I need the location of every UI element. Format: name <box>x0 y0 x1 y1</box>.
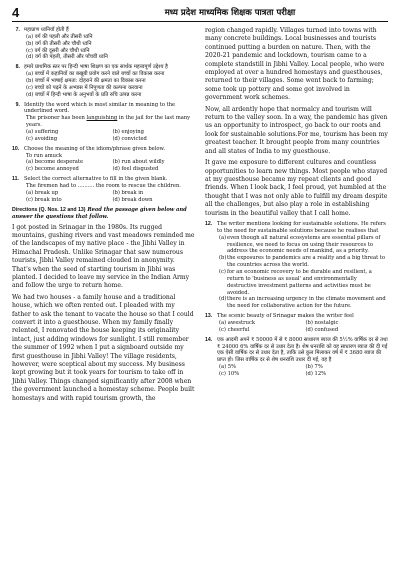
option-d: (d) there is an increasing urgency in the climate movement and the need for collaborative action for the future. <box>219 296 386 310</box>
option-a: (a) बच्चों में कहानियों का बखूबी प्रयोग करने वाले बच्चों का विकास करना <box>26 71 165 78</box>
question-number: 8. <box>15 64 20 71</box>
options-grid <box>12 159 195 173</box>
options-grid <box>12 190 195 204</box>
option-b: (b) nostalgic <box>305 319 339 326</box>
passage-paragraph: region changed rapidly. Villages turned into towns with many concrete buildings. Local businesses and tourists continued putting a burden on nature. Then, with the 2020-21 pandemic and lockdown, tourism came to a complete standstill in Jibhi Valley. Local people, who were employed at over a hundred homestays and guesthouses, returned to their villages. Some went back to farming; some took up pottery and some got involved in government work schemes. <box>205 27 385 102</box>
option-b: (b) वर्ग की तीसरी और चौथी ध्वनि <box>26 40 92 47</box>
question-number: 7. <box>15 27 20 33</box>
question-text: Choose the meaning of the idiom/phrase given below. <box>24 145 165 152</box>
option-d: (d) feel disgusted <box>112 166 159 173</box>
option-b: (b) 7% <box>305 364 323 371</box>
options-grid <box>205 364 388 378</box>
option-d: (d) 12% <box>305 370 327 377</box>
question-10 <box>12 146 195 173</box>
option-a: (a) suffering <box>26 129 59 136</box>
idiom-phrase: To run amuck <box>26 152 63 159</box>
question-11 <box>12 176 195 203</box>
option-c: (c) for an economic recovery to be durable and resilient, a return to 'business as usual' and environmentally destructive investment patterns and activities must be avoided. <box>219 268 372 296</box>
directions <box>12 207 195 221</box>
page-header <box>12 4 388 22</box>
passage-left <box>12 224 195 404</box>
option-a: (a) even though all natural ecosystems are essential pillars of resilience, we need to focus on using their resources to address the economic needs of mankind, as a priority. <box>219 234 381 255</box>
passage-paragraph: Now, all ardently hope that normalcy and tourism will return to the valley soon. In a way, the pandemic has given us an opportunity to introspect, go back to our roots and look for sustainable solutions.For me, tourism has been my greatest teacher. It brought people from many countries and all states of India to my guesthouse. <box>205 105 388 155</box>
directions-text: Read the passage given below and answer the questions that follow. <box>12 206 187 220</box>
option-b: (b) enjoying <box>112 129 144 136</box>
option-c: (c) become annoyed <box>26 166 79 173</box>
question-text: Identify the word which is most similar in meaning to the underlined word. <box>24 101 176 115</box>
question-number: 14. <box>205 336 213 343</box>
option-a: (a) become desperate <box>26 159 84 166</box>
options-grid <box>12 129 195 143</box>
question-sentence: The prisoner has been languishing in the jail for the last many years. <box>26 115 191 129</box>
question-text: Select the correct alternative to fill in the given blank. <box>24 176 168 183</box>
option-d: (d) convicted <box>112 135 147 142</box>
passage-paragraph: It gave me exposure to different cultures and countless opportunities to learn new things. Most people who stayed at my guesthouse became my repeat clients and good friends. When I look back, I feel proud, yet humbled at the thought that I was not only able to fulfill my dream despite all the challenges, but also play a role in establishing tourism in the beautiful valley that I call home. <box>205 159 388 217</box>
option-c: (c) वर्ग की दूसरी और चौथी ध्वनि <box>26 47 90 54</box>
question-8 <box>12 64 195 98</box>
question-number: 10. <box>12 145 20 152</box>
underlined-word: languishing <box>86 115 118 122</box>
option-c: (c) बच्चों को पढ़ने के अभ्यास में निपुणता की कल्पना करवाना <box>26 84 143 91</box>
option-a: (a) 5% <box>219 364 237 371</box>
question-14 <box>205 337 388 378</box>
question-number: 9. <box>15 101 20 108</box>
option-b: (b) break in <box>112 189 144 196</box>
option-c: (c) 10% <box>219 370 240 377</box>
passage-right <box>205 27 388 218</box>
question-sentence: The firemen had to .......... the room to rescue the children. <box>26 183 181 190</box>
content-columns <box>12 27 388 406</box>
option-d: (d) confused <box>305 326 339 333</box>
option-d: (d) बच्चों में हिन्दी भाषा के अनुभवों के प्रति रुचि उत्पन्न करना <box>26 91 142 98</box>
question-text: हमारे प्राथमिक स्तर पर हिन्दी भाषा शिक्षण का एक सार्थक महत्त्वपूर्ण उद्देश्य है <box>24 64 168 71</box>
passage-paragraph: I got posted in Srinagar in the 1980s. Its rugged mountains, gushing rivers and vast meadows reminded me of the landscapes of my native place - the Jibhi Valley in Himachal Pradesh. Unlike Srinagar that saw numerous tourists, Jibhi Valley remained clouded in anonymity. That's when the seed of starting tourism in Jibhi was planted. I decided to leave my service in the Indian Army and follow the urge to return home. <box>12 223 195 290</box>
option-b: (b) बच्चों में भाषाई क्षमता: दोहराने की क्षमता का विकास करना <box>26 78 146 85</box>
option-c: (c) avoiding <box>26 135 58 142</box>
option-b: (b) run about wildly <box>112 159 165 166</box>
passage-paragraph: We had two houses - a family house and a traditional house, which we often rented out. I pleaded with my father to ask the tenant to vacate the house so that I could convert it into a guesthouse. When my family finally relented, I renovated the house keeping its originality intact, just adding windows for sunlight. I still remember the summer of 1992 when I put a signboard outside my first guesthouse in Jibhi Valley! The village residents, however, were sceptical about my success. My business kept growing but it took years for tourism to take off in Jibhi Valley. Things changed significantly after 2008 when the government launched a homestay scheme. People built homestays and with rapid tourism growth, the <box>12 293 195 402</box>
question-12 <box>205 221 388 310</box>
option-d: (d) वर्ग की पहली, तीसरी और पाँचवीं ध्वनि <box>26 54 108 61</box>
question-text: एक आदमी अपने ₹ 50000 में से ₹ 8000 साधारण ब्याज की 5½% वार्षिक दर से तथा ₹ 24000 6% वार्षिक दर से उधार देता है। शेष धनराशि को वह साधारण ब्याज की दी गई एक ऐसी वार्षिक दर से उधार देता है, ताकि उसे कुल मिलाकर वर्ष में ₹ 3680 ब्याज की प्राप्त हो। जिस वार्षिक दर से शेष धनराशि उधार दी गई, वह है <box>217 336 388 364</box>
page-number: 4 <box>12 5 20 20</box>
option-b: (b) the exposures to pandemics are a reality and a big threat to the countries across the world. <box>219 255 386 269</box>
question-number: 13. <box>205 313 213 320</box>
option-c: (c) break into <box>26 196 62 203</box>
option-d: (d) break down <box>112 196 153 203</box>
question-number: 12. <box>205 220 213 227</box>
right-column <box>205 27 388 406</box>
question-number: 11. <box>12 176 19 183</box>
option-a: (a) break up <box>26 189 59 196</box>
question-text: The writer mentions looking for sustainable solutions. He refers to the need for sustainable solutions because he realises that <box>217 220 386 234</box>
question-7 <box>12 27 195 61</box>
left-column <box>12 27 195 406</box>
option-c: (c) cheerful <box>219 326 250 333</box>
question-text: The scenic beauty of Srinagar makes the writer feel <box>217 313 354 320</box>
option-a: (a) awestruck <box>219 319 256 326</box>
question-13 <box>205 313 388 334</box>
question-9 <box>12 102 195 143</box>
question-text: महाप्राण ध्वनियाँ होती हैं <box>24 27 69 33</box>
options-grid <box>205 320 388 334</box>
directions-label: Directions (Q. Nos. 12 and 13) <box>12 206 86 213</box>
option-a: (a) वर्ग की पहली और तीसरी ध्वनि <box>26 33 93 40</box>
page-title: मध्य प्रदेश माध्यमिक शिक्षक पात्रता परीक्षा <box>164 8 296 18</box>
